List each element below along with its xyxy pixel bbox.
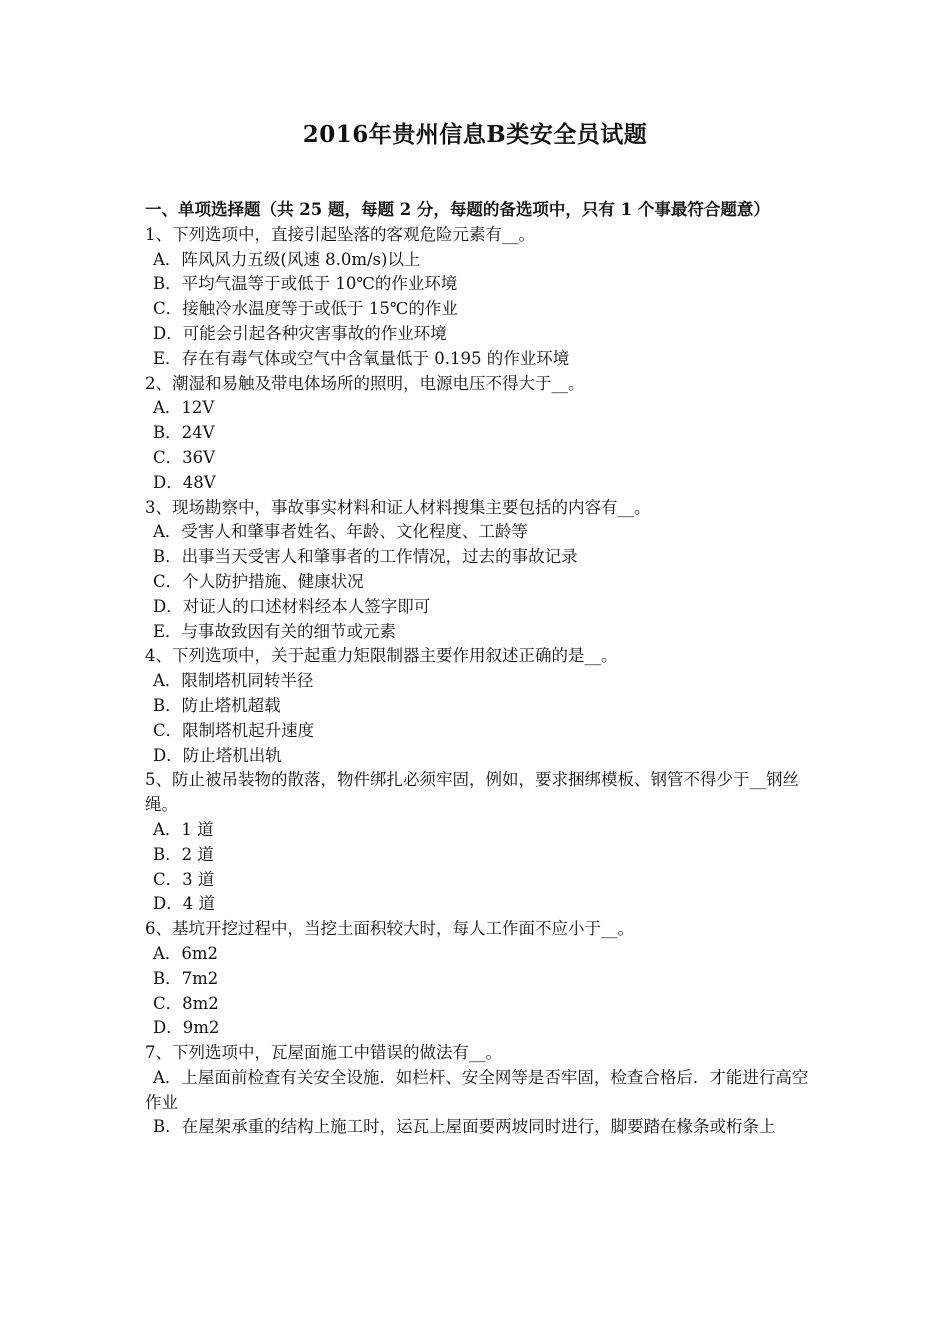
option-a: A．受害人和肇事者姓名、年龄、文化程度、工龄等 — [153, 522, 528, 542]
option-a: A．阵风风力五级(风速 8.0m/s)以上 — [153, 249, 421, 269]
question-stem: 6、基坑开挖过程中，当挖土面积较大时，每人工作面不应小于__。 — [145, 919, 634, 939]
option-c: C．限制塔机起升速度 — [153, 720, 315, 740]
question-stem: 3、现场勘察中，事故事实材料和证人材料搜集主要包括的内容有__。 — [145, 497, 651, 517]
question-2 — [145, 372, 810, 496]
option-c: C．36V — [153, 447, 216, 467]
option-b: B．在屋架承重的结构上施工时，运瓦上屋面要两坡同时进行，脚要踏在椽条或桁条上 — [153, 1117, 776, 1137]
question-7 — [145, 1041, 810, 1140]
option-a: A．12V — [153, 398, 215, 418]
option-a: A．上屋面前检查有关安全设施．如栏杆、安全网等是否牢固，检查合格后．才能进行高空作业 — [145, 1067, 809, 1112]
question-4 — [145, 644, 810, 768]
document-title: 2016年贵州信息B类安全员试题 — [302, 121, 648, 148]
option-a: A．6m2 — [153, 943, 219, 963]
section-heading: 一、单项选择题（共 25 题，每题 2 分，每题的备选项中，只有 1 个事最符合题意） — [145, 200, 770, 219]
question-stem: 2、潮湿和易触及带电体场所的照明，电源电压不得大于__。 — [145, 373, 585, 393]
option-b: B．出事当天受害人和肇事者的工作情况，过去的事故记录 — [153, 547, 578, 567]
option-b: B．2 道 — [153, 844, 214, 864]
option-d: D．4 道 — [153, 894, 215, 914]
document-body — [145, 198, 810, 1140]
option-d: D．防止塔机出轨 — [153, 745, 282, 765]
option-b: B．24V — [153, 423, 215, 443]
question-stem: 1、下列选项中，直接引起坠落的客观危险元素有__。 — [145, 224, 535, 244]
option-c: C．8m2 — [153, 993, 219, 1013]
option-b: B．7m2 — [153, 968, 219, 988]
question-stem: 4、下列选项中，关于起重力矩限制器主要作用叙述正确的是__。 — [145, 646, 618, 666]
option-d: D．可能会引起各种灾害事故的作业环境 — [153, 323, 447, 343]
option-d: D．对证人的口述材料经本人签字即可 — [153, 596, 431, 616]
question-stem: 5、防止被吊装物的散落，物件绑扎必须牢固，例如，要求捆绑模板、钢管不得少于__钢丝绳。 — [145, 770, 799, 815]
option-e: E．与事故致因有关的细节或元素 — [153, 621, 397, 641]
question-3 — [145, 496, 810, 645]
question-1 — [145, 223, 810, 372]
option-b: B．防止塔机超载 — [153, 695, 281, 715]
option-b: B．平均气温等于或低于 10℃的作业环境 — [153, 274, 458, 294]
option-d: D．9m2 — [153, 1018, 220, 1038]
option-a: A．1 道 — [153, 819, 214, 839]
question-5 — [145, 768, 810, 917]
option-e: E．存在有毒气体或空气中含氧量低于 0.195 的作业环境 — [153, 348, 570, 368]
question-stem: 7、下列选项中，瓦屋面施工中错误的做法有__。 — [145, 1043, 502, 1063]
option-d: D．48V — [153, 472, 216, 492]
option-c: C．3 道 — [153, 869, 215, 889]
option-a: A．限制塔机同转半径 — [153, 671, 314, 691]
question-6 — [145, 917, 810, 1041]
option-c: C．接触冷水温度等于或低于 15℃的作业 — [153, 299, 458, 319]
option-c: C．个人防护措施、健康状况 — [153, 571, 364, 591]
